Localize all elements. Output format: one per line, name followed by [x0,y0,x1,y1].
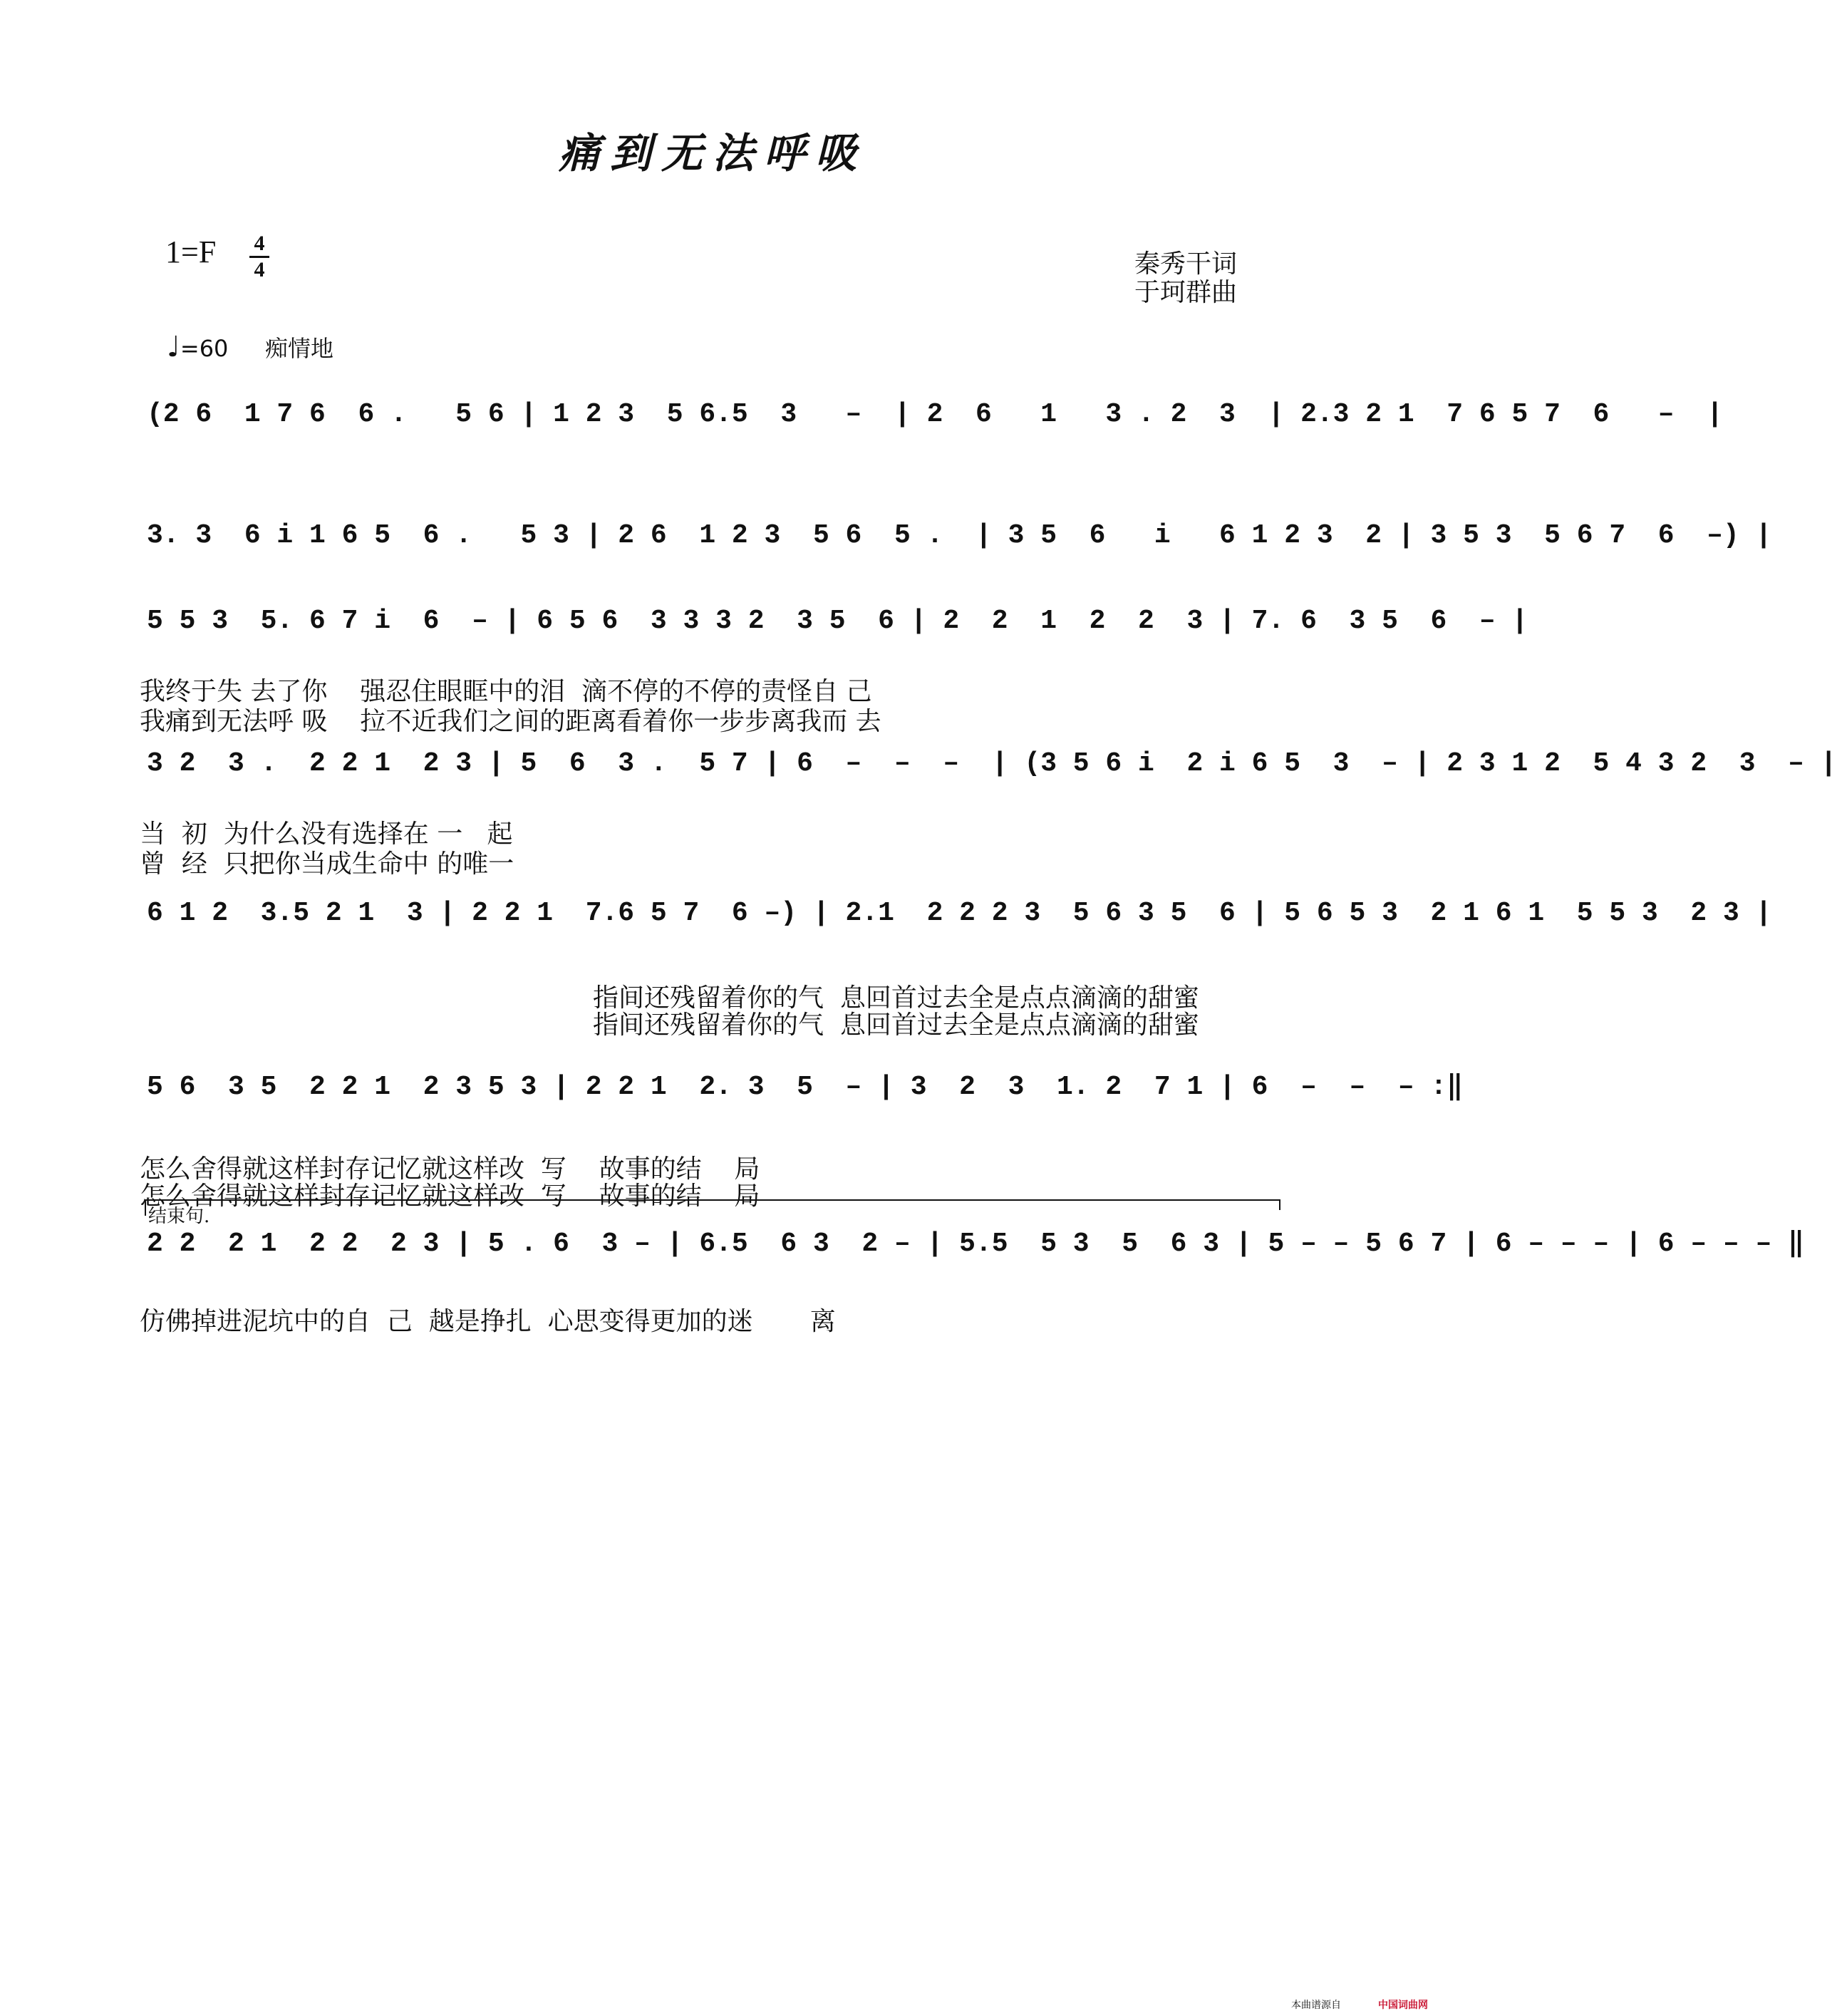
lyrics-verse-2: 曾 经 只把你当成生命中 的唯一 [140,849,514,879]
lyrics-verse-1: 指间还残留着你的气 息回首过去全是点点滴滴的甜蜜 [593,983,1199,1013]
tempo-marking [167,331,228,363]
notation-line: 6 1 2 3.5 2 1 3 | 2 2 1 7.6 5 7 6 –) | 2.1 2 2 2 3 5 6 3 5 6 | 5 6 5 3 2 1 6 1 5 5 3 2 3 | [147,898,1772,929]
time-signature-top: 4 [254,232,265,255]
notation-line: 5 6 3 5 2 2 1 2 3 5 3 | 2 2 1 2. 3 5 – | 3 2 3 1. 2 7 1 | 6 – – – :‖ [147,1072,1464,1102]
lyrics-verse-1: 当 初 为什么没有选择在 一 起 [140,820,513,849]
lyrics-verse-1: 仿佛掉进泥坑中的自 己 越是挣扎 心思变得更加的迷 离 [140,1307,836,1336]
lyrics-verse-2: 怎么舍得就这样封存记忆就这样改 写 故事的结 局 [140,1182,760,1211]
notation-line: 2 2 2 1 2 2 2 3 | 5 . 6 3 – | 6.5 6 3 2 – | 5.5 5 3 5 6 3 | 5 – – 5 6 7 | 6 – – – | 6 – – – ‖ [147,1229,1805,1259]
lyricist-credit: 秦秀干词 [1134,249,1238,279]
notation-line: 3 2 3 . 2 2 1 2 3 | 5 6 3 . 5 7 | 6 – – – | (3 5 6 i 2 i 6 5 3 – | 2 3 1 2 5 4 3 2 3 – | [147,748,1837,779]
lyrics-verse-2: 指间还残留着你的气 息回首过去全是点点滴滴的甜蜜 [593,1010,1199,1040]
time-signature [249,232,269,281]
tempo-value: =60 [180,335,229,362]
ending-label: 结束句. [148,1206,210,1227]
notation-line: (2 6 1 7 6 6 . 5 6 | 1 2 3 5 6.5 3 – | 2 6 1 3 . 2 3 | 2.3 2 1 7 6 5 7 6 – | [147,399,1723,430]
lyrics-verse-1: 怎么舍得就这样封存记忆就这样改 写 故事的结 局 [140,1154,760,1184]
footer-source-text: 本曲谱源自 [1291,2000,1341,2011]
footer-brand-text: 中国词曲网 [1378,2000,1428,2011]
score-title: 痛到无法呼吸 [558,129,866,177]
notation-line: 3. 3 6 i 1 6 5 6 . 5 3 | 2 6 1 2 3 5 6 5 . | 3 5 6 i 6 1 2 3 2 | 3 5 3 5 6 7 6 –) | [147,520,1772,551]
lyrics-verse-2: 我痛到无法呼 吸 拉不近我们之间的距离看着你一步步离我而 去 [140,707,881,736]
key-signature: 1=F [165,234,217,269]
quarter-note-icon: ♩ [167,331,180,363]
notation-line: 5 5 3 5. 6 7 i 6 – | 6 5 6 3 3 3 2 3 5 6 | 2 2 1 2 2 3 | 7. 6 3 5 6 – | [147,606,1528,636]
ending-bracket [0,1194,1425,1223]
lyrics-verse-1: 我终于失 去了你 强忍住眼眶中的泪 滴不停的不停的责怪自 己 [140,677,872,706]
composer-credit: 于珂群曲 [1134,278,1238,307]
expression-marking: 痴情地 [265,335,334,362]
time-signature-bottom: 4 [254,258,265,281]
